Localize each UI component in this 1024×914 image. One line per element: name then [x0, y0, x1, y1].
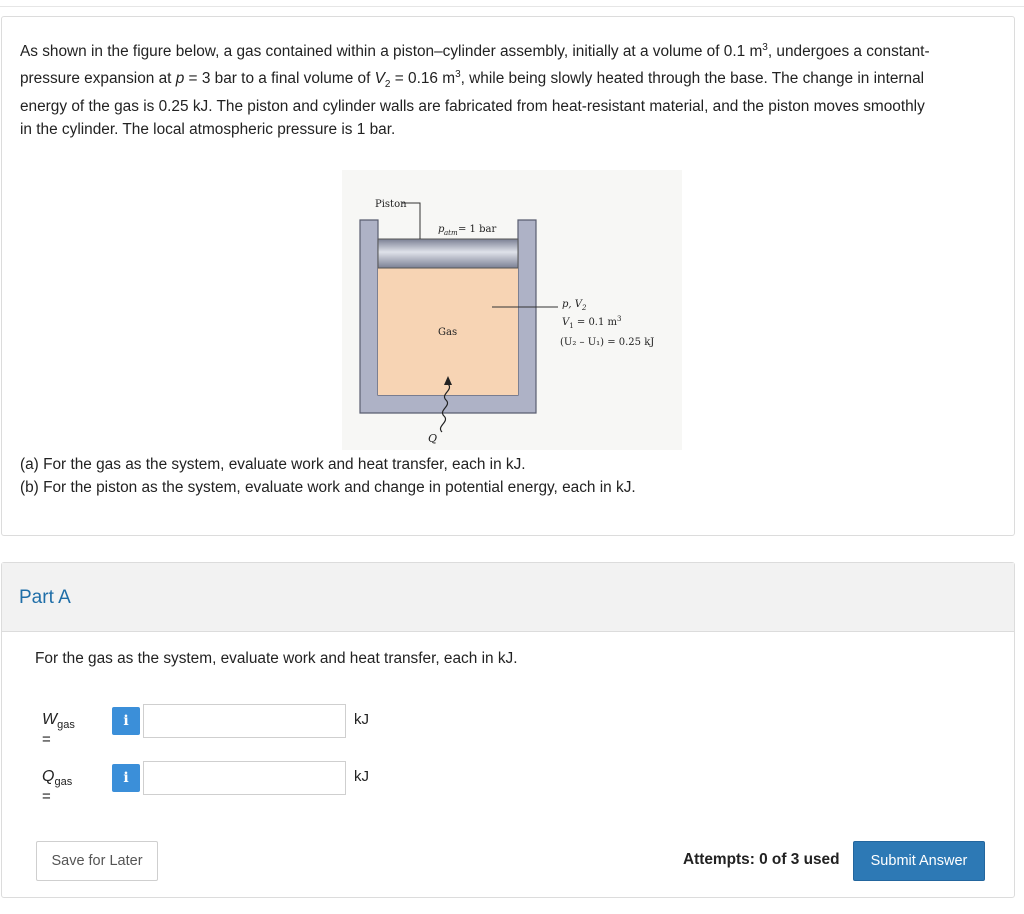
attempts-counter: Attempts: 0 of 3 used: [683, 851, 840, 868]
volume-symbol: V: [374, 69, 385, 87]
heat-label: Q: [428, 432, 438, 445]
equals-sign: =: [42, 788, 51, 805]
superscript: 3: [762, 42, 768, 53]
state-v1-value: = 0.1 m: [573, 317, 618, 328]
save-for-later-button[interactable]: Save for Later: [36, 841, 158, 881]
part-a-header[interactable]: [2, 563, 1014, 632]
unit-label: kJ: [354, 711, 369, 728]
patm-subscript: atm: [444, 229, 458, 237]
state-v2-subscript: 2: [581, 304, 587, 312]
state-p-v2-text: p, V: [562, 299, 582, 310]
state-v1-subscript: 1: [569, 322, 574, 330]
problem-text-segment: pressure expansion at: [20, 69, 176, 87]
q-gas-label: [42, 768, 72, 805]
problem-text: [20, 37, 1000, 141]
problem-text-segment: = 0.16 m: [390, 69, 456, 87]
problem-text-line: in the cylinder. The local atmospheric pressure is 1 bar.: [20, 120, 396, 138]
top-divider: [0, 6, 1024, 7]
w-gas-input[interactable]: [143, 704, 346, 738]
state-v1-superscript: 3: [617, 315, 622, 323]
variable-symbol: W: [42, 711, 58, 728]
w-gas-label: [42, 711, 75, 748]
subquestions: [20, 454, 636, 499]
part-a-card: [1, 562, 1015, 898]
subscript: 2: [384, 78, 391, 90]
problem-text-segment: , undergoes a constant-: [767, 43, 930, 61]
part-question: For the gas as the system, evaluate work and heat transfer, each in kJ.: [35, 650, 518, 667]
variable-subscript: gas: [57, 719, 75, 731]
patm-symbol: p: [438, 224, 445, 235]
problem-text-segment: As shown in the figure below, a gas contained within a piston–cylinder assembly, initially at a volume of 0.1 m: [20, 43, 763, 61]
variable-symbol: Q: [42, 768, 55, 785]
problem-statement-card: [1, 16, 1015, 536]
patm-value: = 1 bar: [458, 224, 497, 235]
superscript: 3: [455, 68, 461, 80]
gas-label: Gas: [438, 327, 458, 338]
problem-text-line: energy of the gas is 0.25 kJ. The piston and cylinder walls are fabricated from heat-resistant material, and the piston moves smoothly: [20, 98, 925, 116]
subquestion-a: (a) For the gas as the system, evaluate work and heat transfer, each in kJ.: [20, 456, 526, 473]
variable-subscript: gas: [54, 776, 73, 788]
state-v1-symbol: V: [562, 317, 570, 328]
piston-label: Piston: [375, 199, 407, 210]
subquestion-b: (b) For the piston as the system, evaluate work and change in potential energy, each in kJ.: [20, 478, 636, 496]
piston-cylinder-figure: [342, 170, 682, 450]
q-gas-input[interactable]: [143, 761, 346, 795]
problem-text-segment: , while being slowly heated through the base. The change in internal: [460, 69, 925, 87]
state-delta-u: (U₂ – U₁) = 0.25 kJ: [560, 337, 655, 348]
info-icon[interactable]: i: [112, 764, 140, 792]
info-icon[interactable]: i: [112, 707, 140, 735]
equals-sign: =: [42, 731, 51, 748]
unit-label: kJ: [354, 768, 369, 785]
problem-text-segment: = 3 bar to a final volume of: [184, 69, 375, 87]
submit-answer-button[interactable]: Submit Answer: [853, 841, 985, 881]
part-title: Part A: [19, 587, 71, 608]
piston: [378, 239, 518, 268]
pressure-symbol: p: [175, 69, 185, 87]
